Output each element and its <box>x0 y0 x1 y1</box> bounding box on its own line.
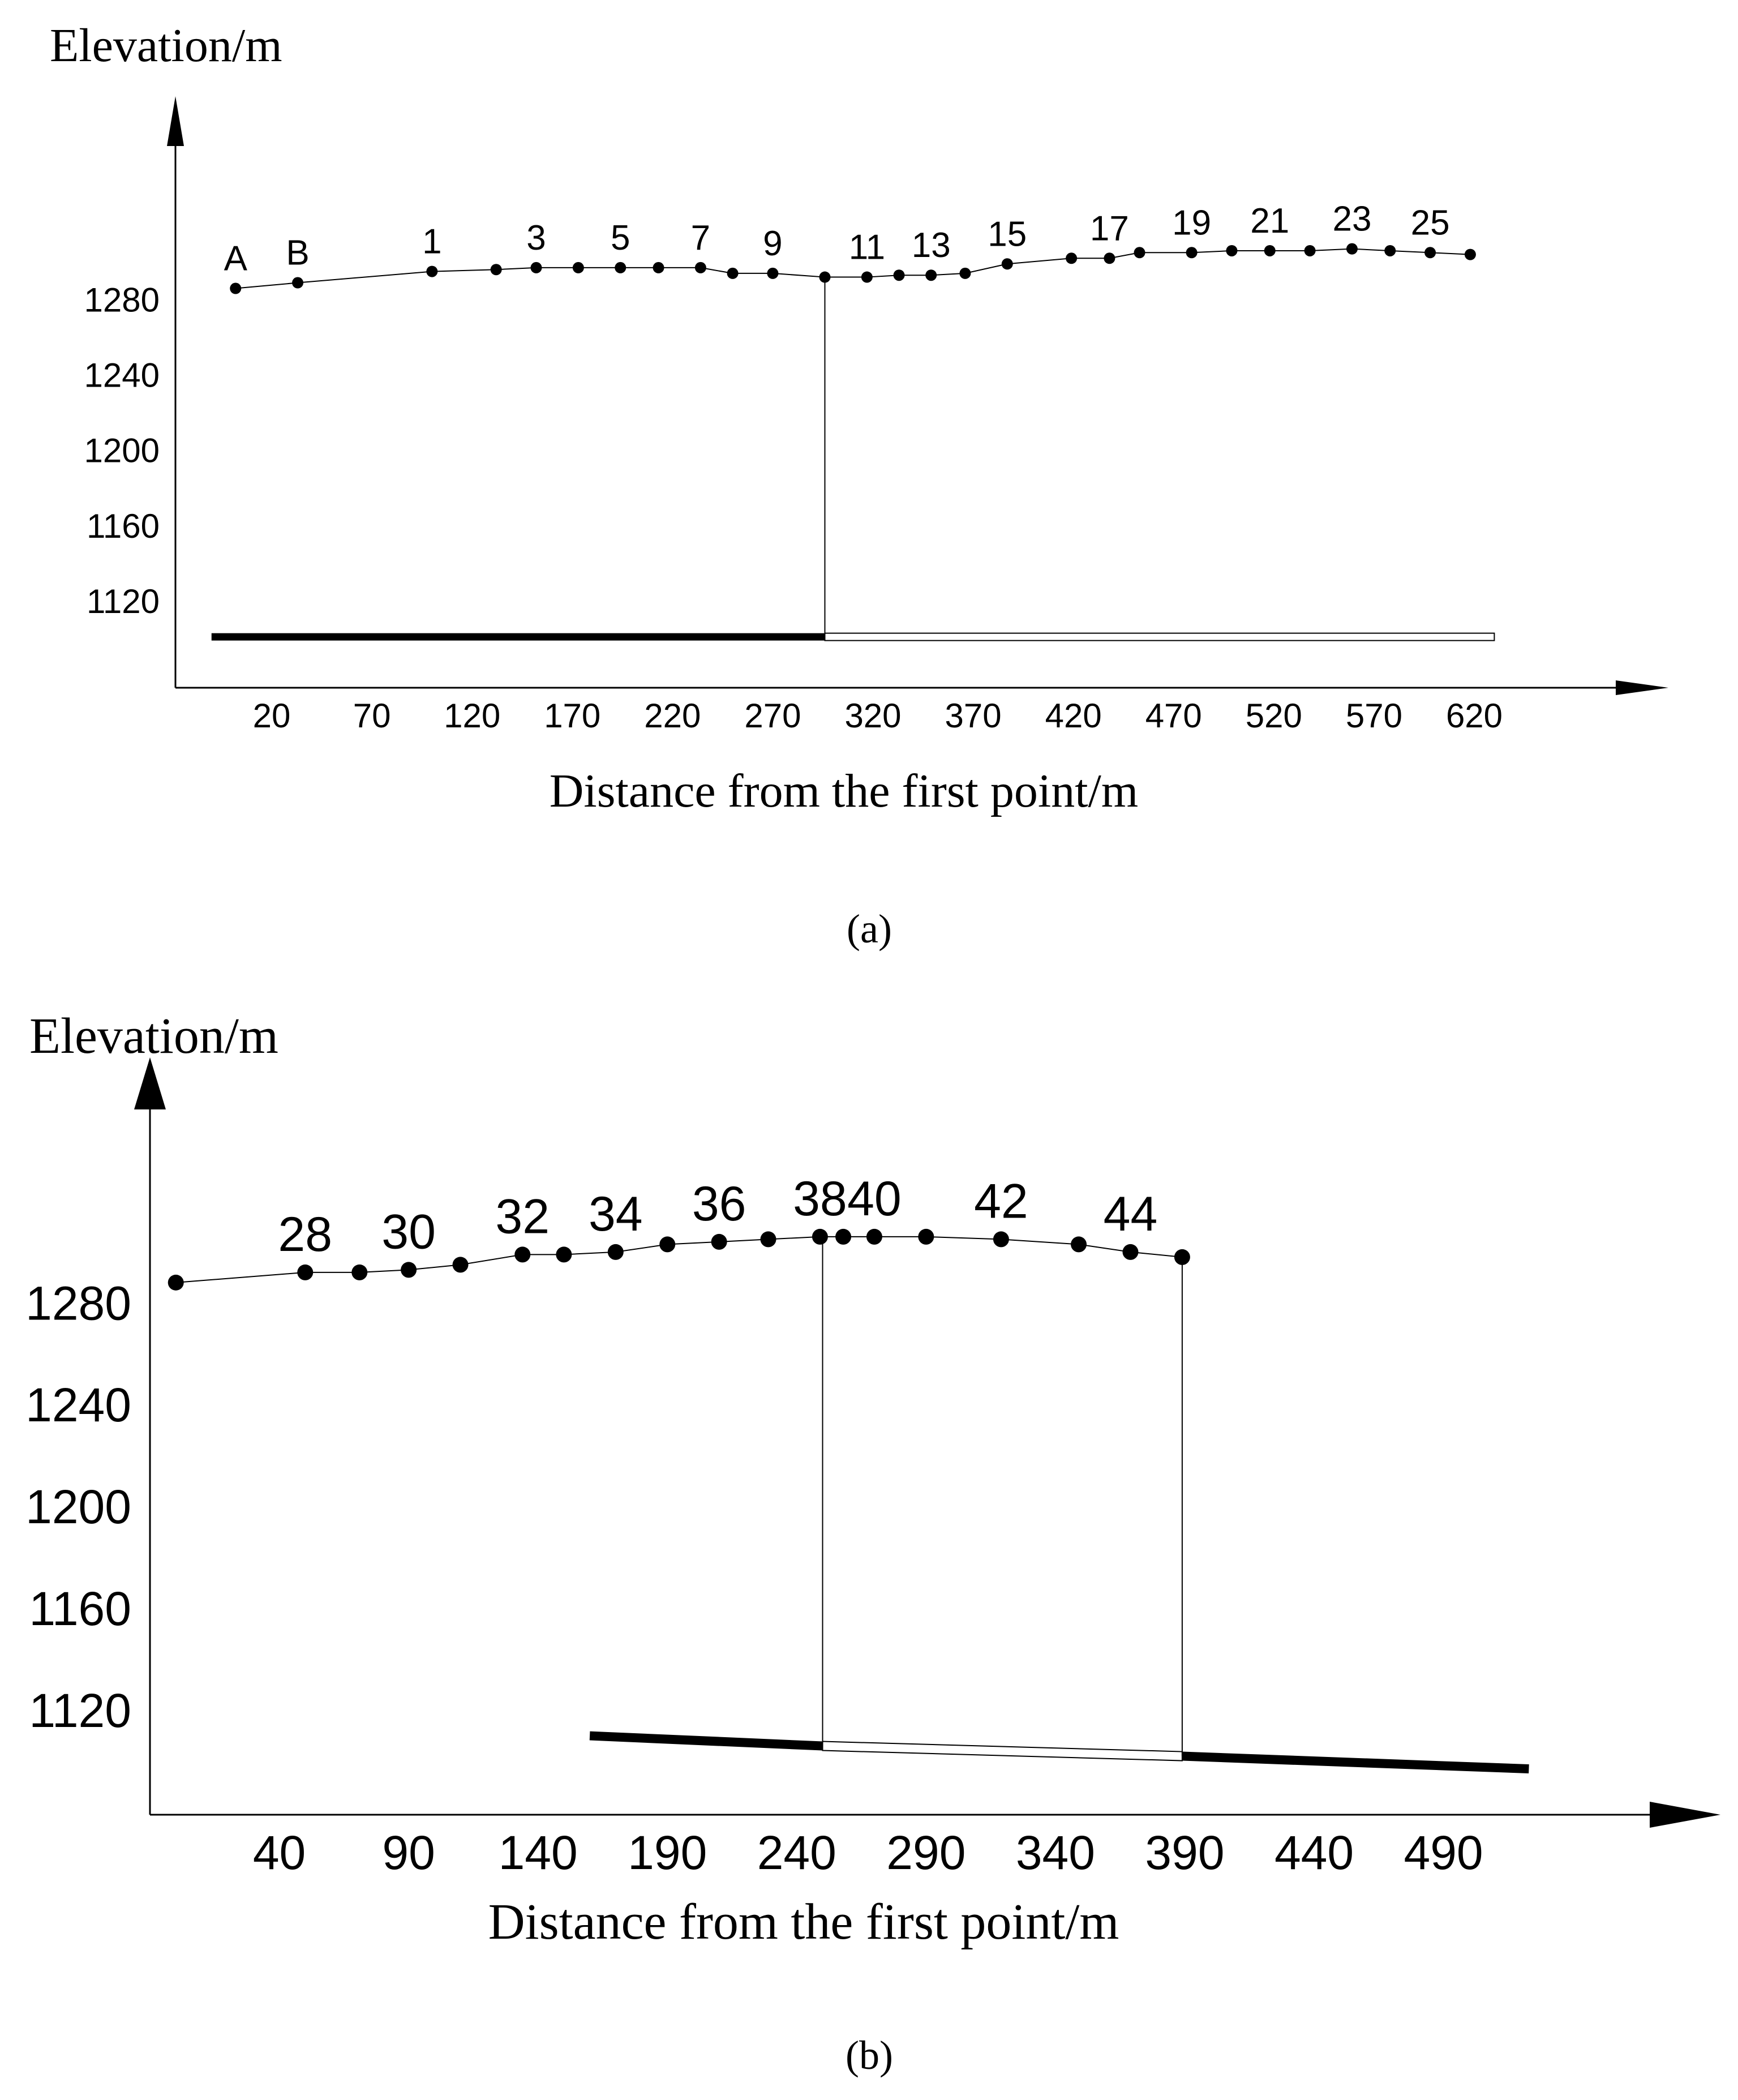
y-tick-label: 1280 <box>84 281 160 319</box>
survey-point <box>993 1231 1009 1247</box>
point-label: 15 <box>988 215 1027 254</box>
survey-point <box>835 1229 851 1245</box>
point-label: 11 <box>848 228 886 267</box>
y-tick-label: 1280 <box>25 1276 131 1330</box>
survey-point <box>608 1244 624 1260</box>
panel-a-series <box>224 200 1476 294</box>
y-tick-label: 1160 <box>86 507 160 545</box>
panel-a <box>50 19 1668 952</box>
x-tick-label: 20 <box>252 697 291 735</box>
y-tick-label: 1120 <box>29 1683 131 1737</box>
survey-point <box>1346 243 1358 255</box>
survey-point <box>1384 245 1396 256</box>
survey-point <box>230 283 241 294</box>
point-label: 25 <box>1410 203 1450 243</box>
survey-point <box>695 262 706 273</box>
x-tick-label: 40 <box>252 1826 306 1879</box>
survey-point <box>959 268 971 279</box>
point-label: 34 <box>588 1186 643 1241</box>
survey-point <box>1186 247 1198 258</box>
thick-segment-right <box>1182 1756 1529 1769</box>
x-tick-label: 520 <box>1245 697 1302 735</box>
point-label: 23 <box>1332 199 1372 239</box>
y-tick-label: 1160 <box>29 1582 131 1636</box>
panel-b-y-ticks <box>25 1276 131 1737</box>
x-tick-label: 470 <box>1145 697 1202 735</box>
survey-point <box>514 1246 530 1262</box>
survey-point <box>659 1236 675 1252</box>
point-label: 7 <box>690 218 711 258</box>
panel-a-y-ticks <box>84 281 160 620</box>
x-tick-label: 170 <box>544 697 601 735</box>
panel-a-xlabel: Distance from the first point/m <box>549 765 1139 817</box>
x-tick-label: 440 <box>1274 1826 1354 1879</box>
point-label: 17 <box>1089 209 1129 248</box>
point-label: 3 <box>526 218 546 258</box>
panel-b-bottom-line <box>590 1237 1529 1769</box>
x-tick-label: 570 <box>1345 697 1402 735</box>
x-tick-label: 370 <box>945 697 1002 735</box>
survey-point <box>556 1246 572 1262</box>
thick-segment-left <box>590 1736 822 1746</box>
point-label: 42 <box>974 1174 1028 1229</box>
survey-point <box>1066 252 1077 264</box>
y-tick-label: 1200 <box>25 1480 131 1534</box>
x-tick-label: 420 <box>1045 697 1102 735</box>
point-label: 32 <box>495 1189 550 1244</box>
x-tick-label: 340 <box>1015 1826 1095 1879</box>
survey-point <box>925 269 937 281</box>
panel-b-label: (b) <box>846 2033 893 2078</box>
x-tick-label: 70 <box>353 697 391 735</box>
survey-point <box>812 1229 828 1245</box>
survey-point <box>918 1229 934 1245</box>
point-label: 13 <box>911 226 951 265</box>
survey-point <box>1122 1244 1138 1260</box>
survey-point <box>653 262 664 273</box>
survey-point <box>531 262 542 273</box>
survey-point <box>297 1265 313 1280</box>
panel-a-bottom-line <box>212 277 1495 641</box>
survey-point <box>168 1275 184 1291</box>
survey-point <box>866 1229 882 1245</box>
x-tick-label: 140 <box>498 1826 578 1879</box>
survey-point <box>1264 245 1276 256</box>
x-tick-label: 240 <box>757 1826 836 1879</box>
survey-point <box>1424 247 1436 258</box>
survey-point <box>1002 258 1013 269</box>
survey-point <box>1304 245 1316 256</box>
survey-point <box>351 1265 367 1280</box>
y-tick-label: 1240 <box>25 1378 131 1432</box>
panel-b-series <box>168 1172 1190 1291</box>
point-label: 28 <box>278 1207 333 1262</box>
point-label: 5 <box>611 218 630 258</box>
point-label: 1 <box>422 222 442 262</box>
x-tick-label: 290 <box>886 1826 966 1879</box>
survey-point <box>1465 249 1476 260</box>
x-tick-label: 90 <box>382 1826 435 1879</box>
panel-b <box>25 1008 1720 2078</box>
panel-b-y-axis-arrow <box>134 1057 166 1109</box>
y-tick-label: 1120 <box>86 582 160 620</box>
survey-point <box>767 268 778 279</box>
panel-a-label: (a) <box>847 906 892 952</box>
panel-b-x-ticks <box>253 1826 1483 1879</box>
point-label: 21 <box>1250 201 1290 241</box>
point-label: B <box>286 233 310 273</box>
point-label: 19 <box>1172 203 1212 243</box>
survey-point <box>615 262 626 273</box>
survey-point <box>819 272 831 283</box>
survey-point <box>861 272 873 283</box>
x-tick-label: 390 <box>1145 1826 1225 1879</box>
survey-point <box>401 1262 417 1278</box>
point-label: A <box>224 239 247 278</box>
survey-point <box>491 264 502 275</box>
panel-a-y-axis-arrow <box>167 96 184 146</box>
x-tick-label: 120 <box>444 697 501 735</box>
point-label: 40 <box>847 1171 902 1226</box>
survey-point <box>1071 1236 1087 1252</box>
panel-a-x-ticks <box>253 697 1503 735</box>
survey-point <box>426 266 437 277</box>
x-tick-label: 220 <box>644 697 701 735</box>
survey-point <box>1134 247 1145 258</box>
survey-point <box>761 1231 776 1247</box>
survey-point <box>727 268 739 279</box>
survey-point <box>292 277 303 289</box>
y-tick-label: 1200 <box>84 431 160 470</box>
point-label: 30 <box>381 1205 436 1259</box>
x-tick-label: 320 <box>844 697 902 735</box>
x-tick-label: 190 <box>628 1826 707 1879</box>
hollow-segment <box>825 633 1495 641</box>
point-label: 38 <box>793 1171 847 1226</box>
panel-a-ylabel: Elevation/m <box>50 19 282 72</box>
panel-a-x-axis-arrow <box>1616 680 1668 695</box>
point-label: 36 <box>692 1176 746 1231</box>
survey-point <box>453 1257 469 1272</box>
x-tick-label: 490 <box>1404 1826 1483 1879</box>
survey-point <box>573 262 584 273</box>
x-tick-label: 620 <box>1445 697 1503 735</box>
survey-point <box>894 269 905 281</box>
panel-b-ylabel: Elevation/m <box>29 1008 278 1064</box>
hollow-segment <box>823 1742 1182 1761</box>
survey-point <box>1174 1249 1190 1265</box>
survey-point <box>711 1234 727 1250</box>
survey-point <box>1226 245 1237 256</box>
x-tick-label: 270 <box>744 697 801 735</box>
point-label: 9 <box>763 224 783 263</box>
survey-point <box>1104 252 1115 264</box>
panel-b-xlabel: Distance from the first point/m <box>488 1894 1119 1950</box>
y-tick-label: 1240 <box>84 356 160 395</box>
point-label: 44 <box>1103 1186 1158 1241</box>
panel-b-x-axis-arrow <box>1650 1802 1720 1828</box>
